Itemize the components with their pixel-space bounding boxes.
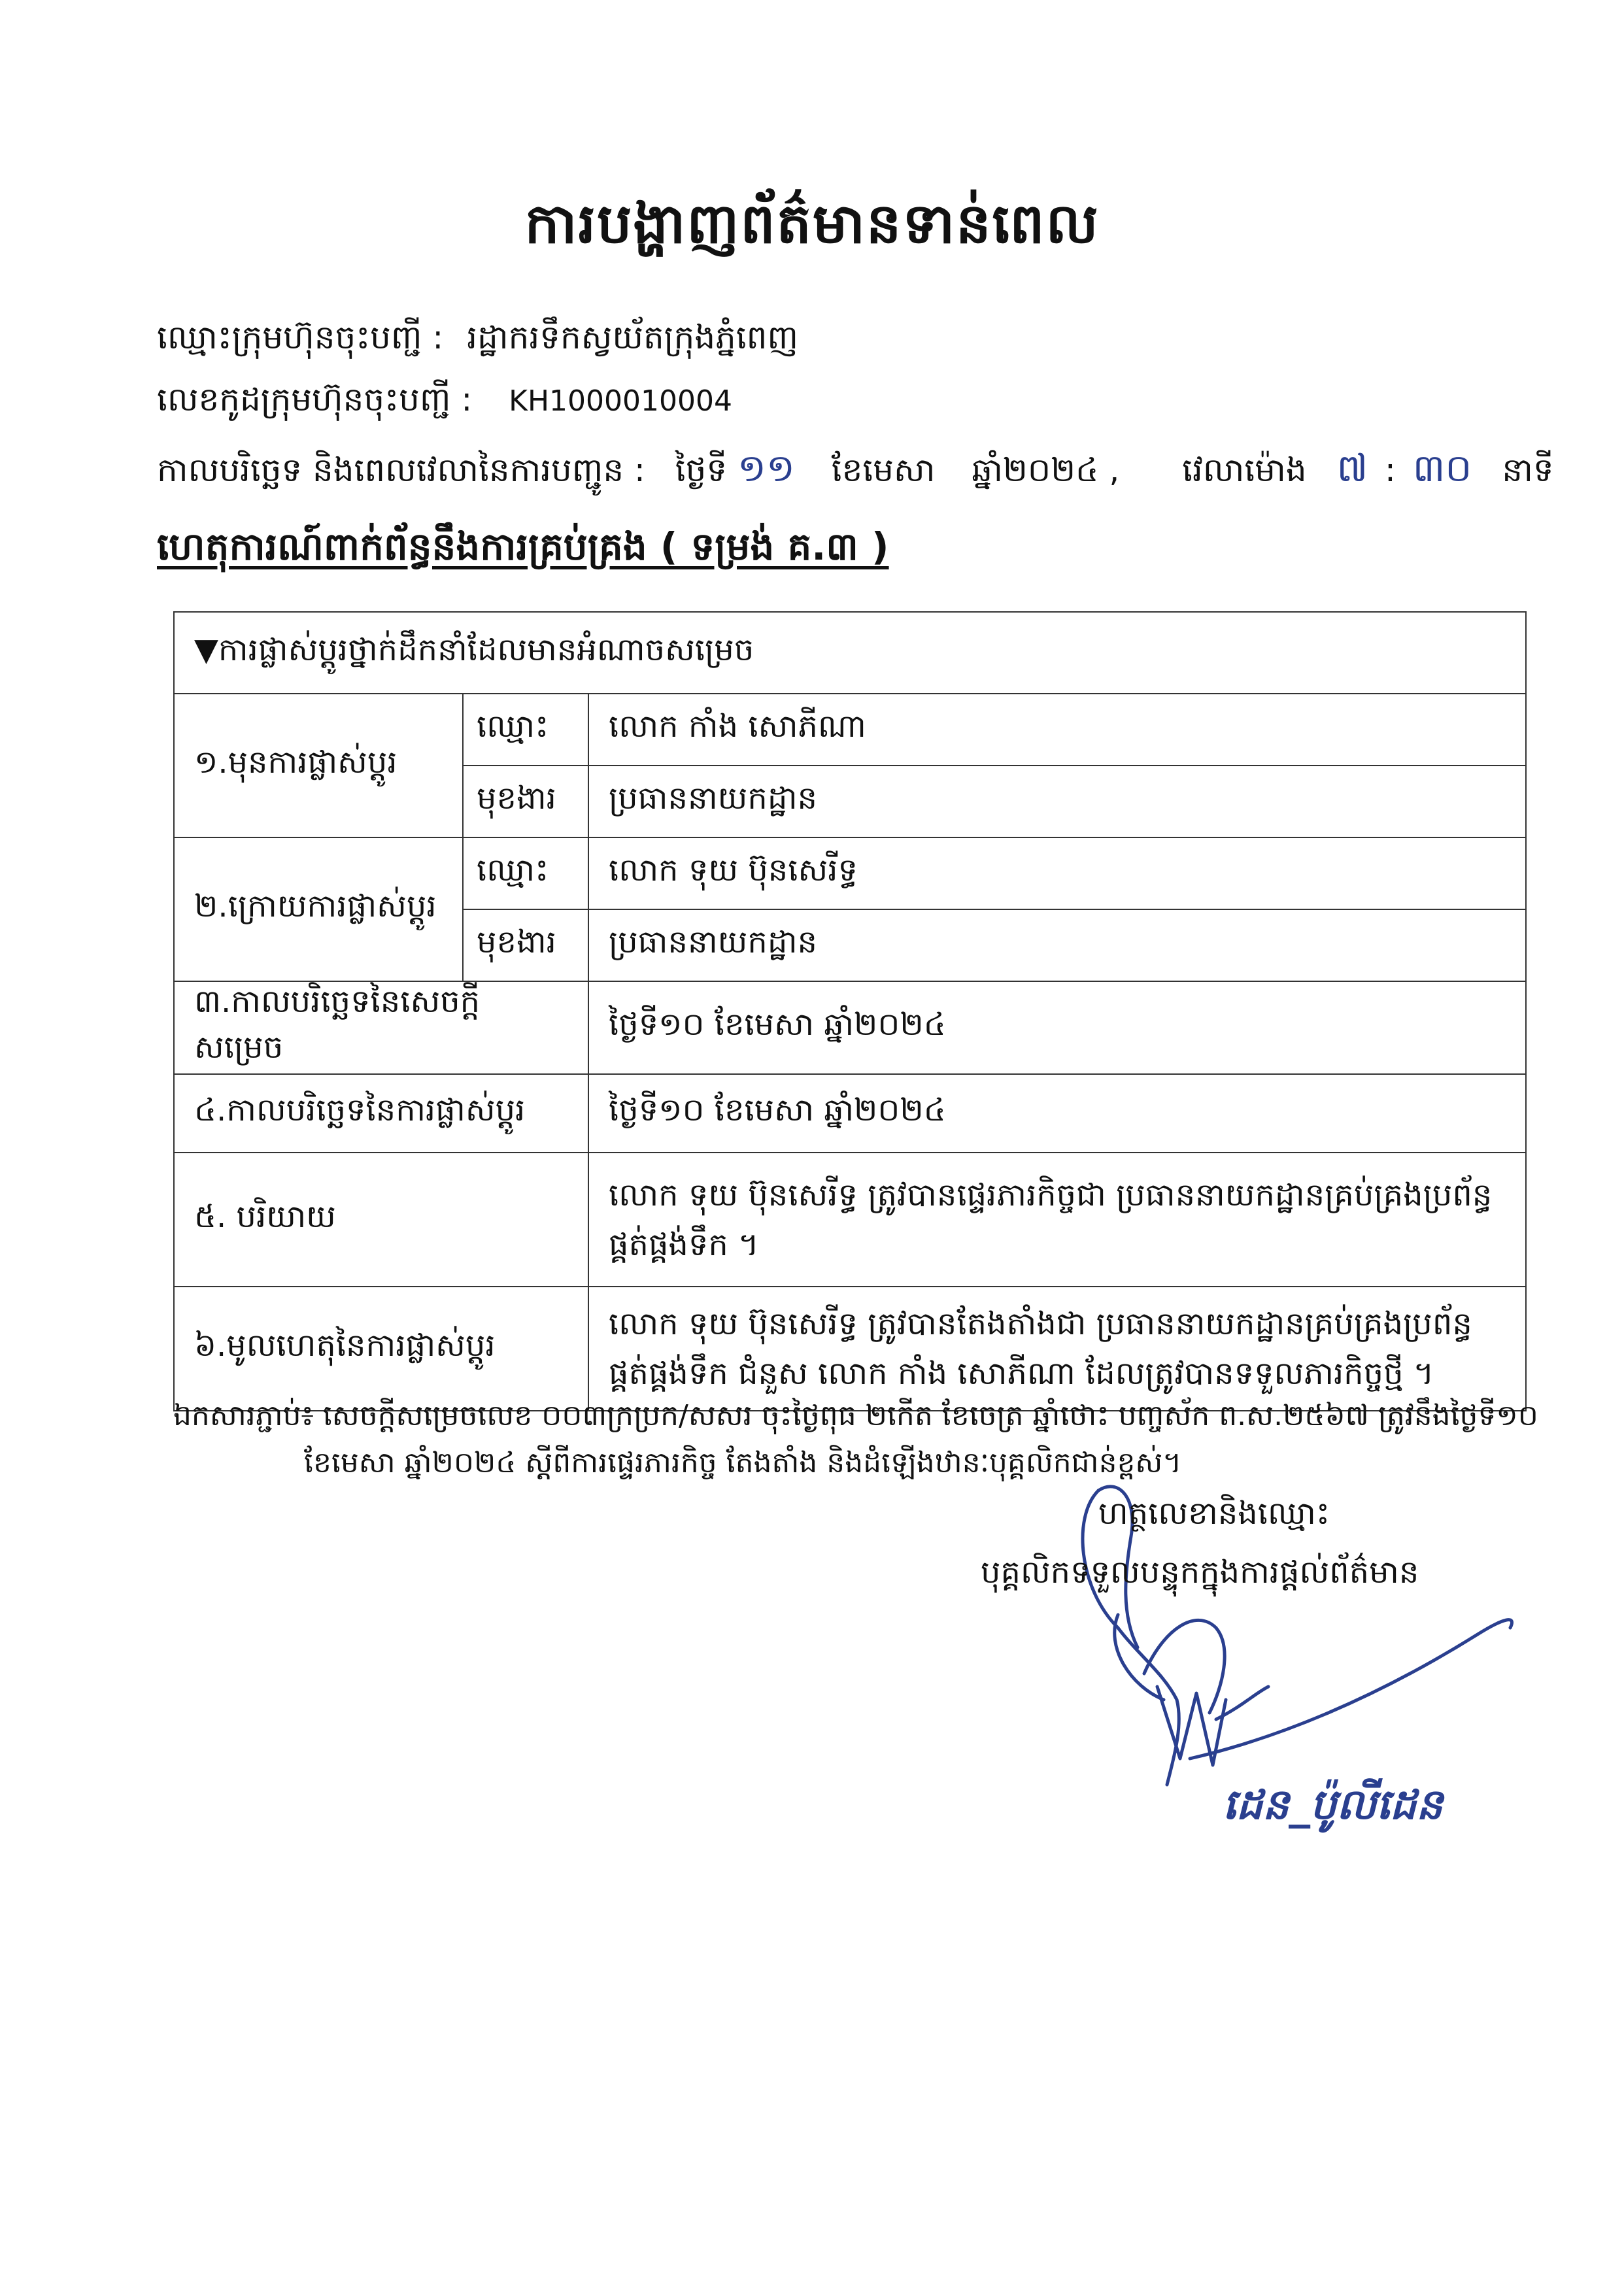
before-name: លោក កាំង សោភីណា: [588, 694, 1526, 766]
decision-date: ថ្ងៃទី១០ ខែមេសា ឆ្នាំ២០២៤: [588, 981, 1526, 1074]
table-row: [174, 612, 1526, 694]
submission-minute-unit: នាទី: [1502, 451, 1554, 489]
before-label: ១.មុនការផ្លាស់ប្តូរ: [174, 694, 463, 837]
reason-label: ៦.មូលហេតុនៃការផ្លាស់ប្តូរ: [174, 1287, 588, 1411]
submission-row: [157, 445, 1554, 500]
company-name-label: ឈ្មោះក្រុមហ៊ុនចុះបញ្ជី :: [157, 318, 444, 356]
table-section-title: ▼ការផ្លាស់ប្តូរថ្នាក់ដឹកនាំដែលមានអំណាចសម្រេច: [174, 612, 1526, 694]
change-date-label: ៤.កាលបរិច្ឆេទនៃការផ្លាស់ប្តូរ: [174, 1074, 588, 1153]
company-code-label: លេខកូដក្រុមហ៊ុនចុះបញ្ជី :: [157, 380, 473, 418]
after-name: លោក ទុយ ប៊ុនសេរីទ្ធ: [588, 837, 1526, 909]
after-position: ប្រធាននាយកដ្ឋាន: [588, 909, 1526, 981]
signatory-title: បុគ្គលិកទទួលបន្ទុកក្នុងការផ្តល់ព័ត៌មាន: [981, 1554, 1419, 1591]
description-line: ផ្គត់ផ្គង់ទឹក ។: [609, 1226, 759, 1263]
section-heading: ហេតុការណ៍ពាក់ព័ន្ធនឹងការគ្រប់គ្រង ( ទម្រង់ គ.៣ ): [157, 524, 889, 569]
table-row: [174, 694, 1526, 766]
before-name-label: ឈ្មោះ: [463, 694, 588, 766]
signature-block: [981, 1484, 1419, 1602]
attachment-line: ខែមេសា ឆ្នាំ២០២៤ ស្តីពីការផ្ទេរភារកិច្ច តែងតាំង និងដំឡើងឋានៈបុគ្គលិកជាន់ខ្ពស់។: [304, 1446, 1182, 1479]
table-row: [174, 1074, 1526, 1153]
description-line: លោក ទុយ ប៊ុនសេរីទ្ធ ត្រូវបានផ្ទេរភារកិច្ចជា ប្រធាននាយកដ្ឋានគ្រប់គ្រងប្រព័ន្ធ: [609, 1176, 1493, 1213]
time-separator: :: [1384, 451, 1396, 489]
submission-hour: ៧: [1336, 446, 1368, 490]
submission-year: ឆ្នាំ២០២៤ ,: [972, 451, 1120, 489]
table-row: [174, 981, 1526, 1074]
reason-line: លោក ទុយ ប៊ុនសេរីទ្ធ ត្រូវបានតែងតាំងជា ប្រធាននាយកដ្ឋានគ្រប់គ្រងប្រព័ន្ធ: [609, 1306, 1472, 1342]
submission-day: ១១: [737, 446, 795, 490]
description-cell: [588, 1153, 1526, 1287]
submission-month: ខែមេសា: [831, 451, 936, 489]
after-label: ២.ក្រោយការផ្លាស់ប្តូរ: [174, 837, 463, 981]
attachment-note: [173, 1392, 1540, 1487]
company-code-row: [157, 379, 732, 427]
company-name-value: រដ្ឋាករទឹកស្វយ័តក្រុងភ្នំពេញ: [467, 318, 799, 356]
reason-line: ផ្គត់ផ្គង់ទឹក ជំនួស លោក កាំង សោភីណា ដែលត្រូវបានទទួលភារកិច្ចថ្មី ។: [609, 1355, 1434, 1392]
submission-minute: ៣០: [1412, 446, 1472, 490]
submission-time-label: វេលាម៉ោង: [1182, 451, 1307, 489]
attachment-line: ឯកសារភ្ជាប់៖ សេចក្តីសម្រេចលេខ ០០៣ក្រប្រក/សសរ ចុះថ្ងៃពុធ ២កើត ខែចេត្រ ឆ្នាំថោះ បញ្ចស័ក ព.ស.២៥៦៧ ត្រូវនឹងថ្ងៃទី១០: [173, 1399, 1538, 1432]
submission-label: កាលបរិច្ឆេទ និងពេលវេលានៃការបញ្ជូន :: [157, 451, 645, 489]
after-position-label: មុខងារ: [463, 909, 588, 981]
company-code-value: KH1000010004: [509, 384, 732, 418]
change-date: ថ្ងៃទី១០ ខែមេសា ឆ្នាំ២០២៤: [588, 1074, 1526, 1153]
after-name-label: ឈ្មោះ: [463, 837, 588, 909]
description-label: ៥. បរិយាយ: [174, 1153, 588, 1287]
before-position: ប្រធាននាយកដ្ឋាន: [588, 766, 1526, 837]
submission-day-prefix: ថ្ងៃទី: [675, 451, 728, 489]
change-table: [173, 611, 1527, 1411]
table-row: [174, 837, 1526, 909]
before-position-label: មុខងារ: [463, 766, 588, 837]
page-title: ការបង្ហាញព័ត៌មានទាន់ពេល: [524, 192, 1100, 256]
signature-label: ហត្ថលេខានិងឈ្មោះ: [1098, 1495, 1330, 1532]
signatory-name: ដេន_ប៉ូលីដេន: [1223, 1781, 1443, 1829]
company-name-row: [157, 317, 798, 365]
table-row: [174, 1153, 1526, 1287]
decision-date-label: ៣.កាលបរិច្ឆេទនៃសេចក្តីសម្រេច: [174, 981, 588, 1074]
